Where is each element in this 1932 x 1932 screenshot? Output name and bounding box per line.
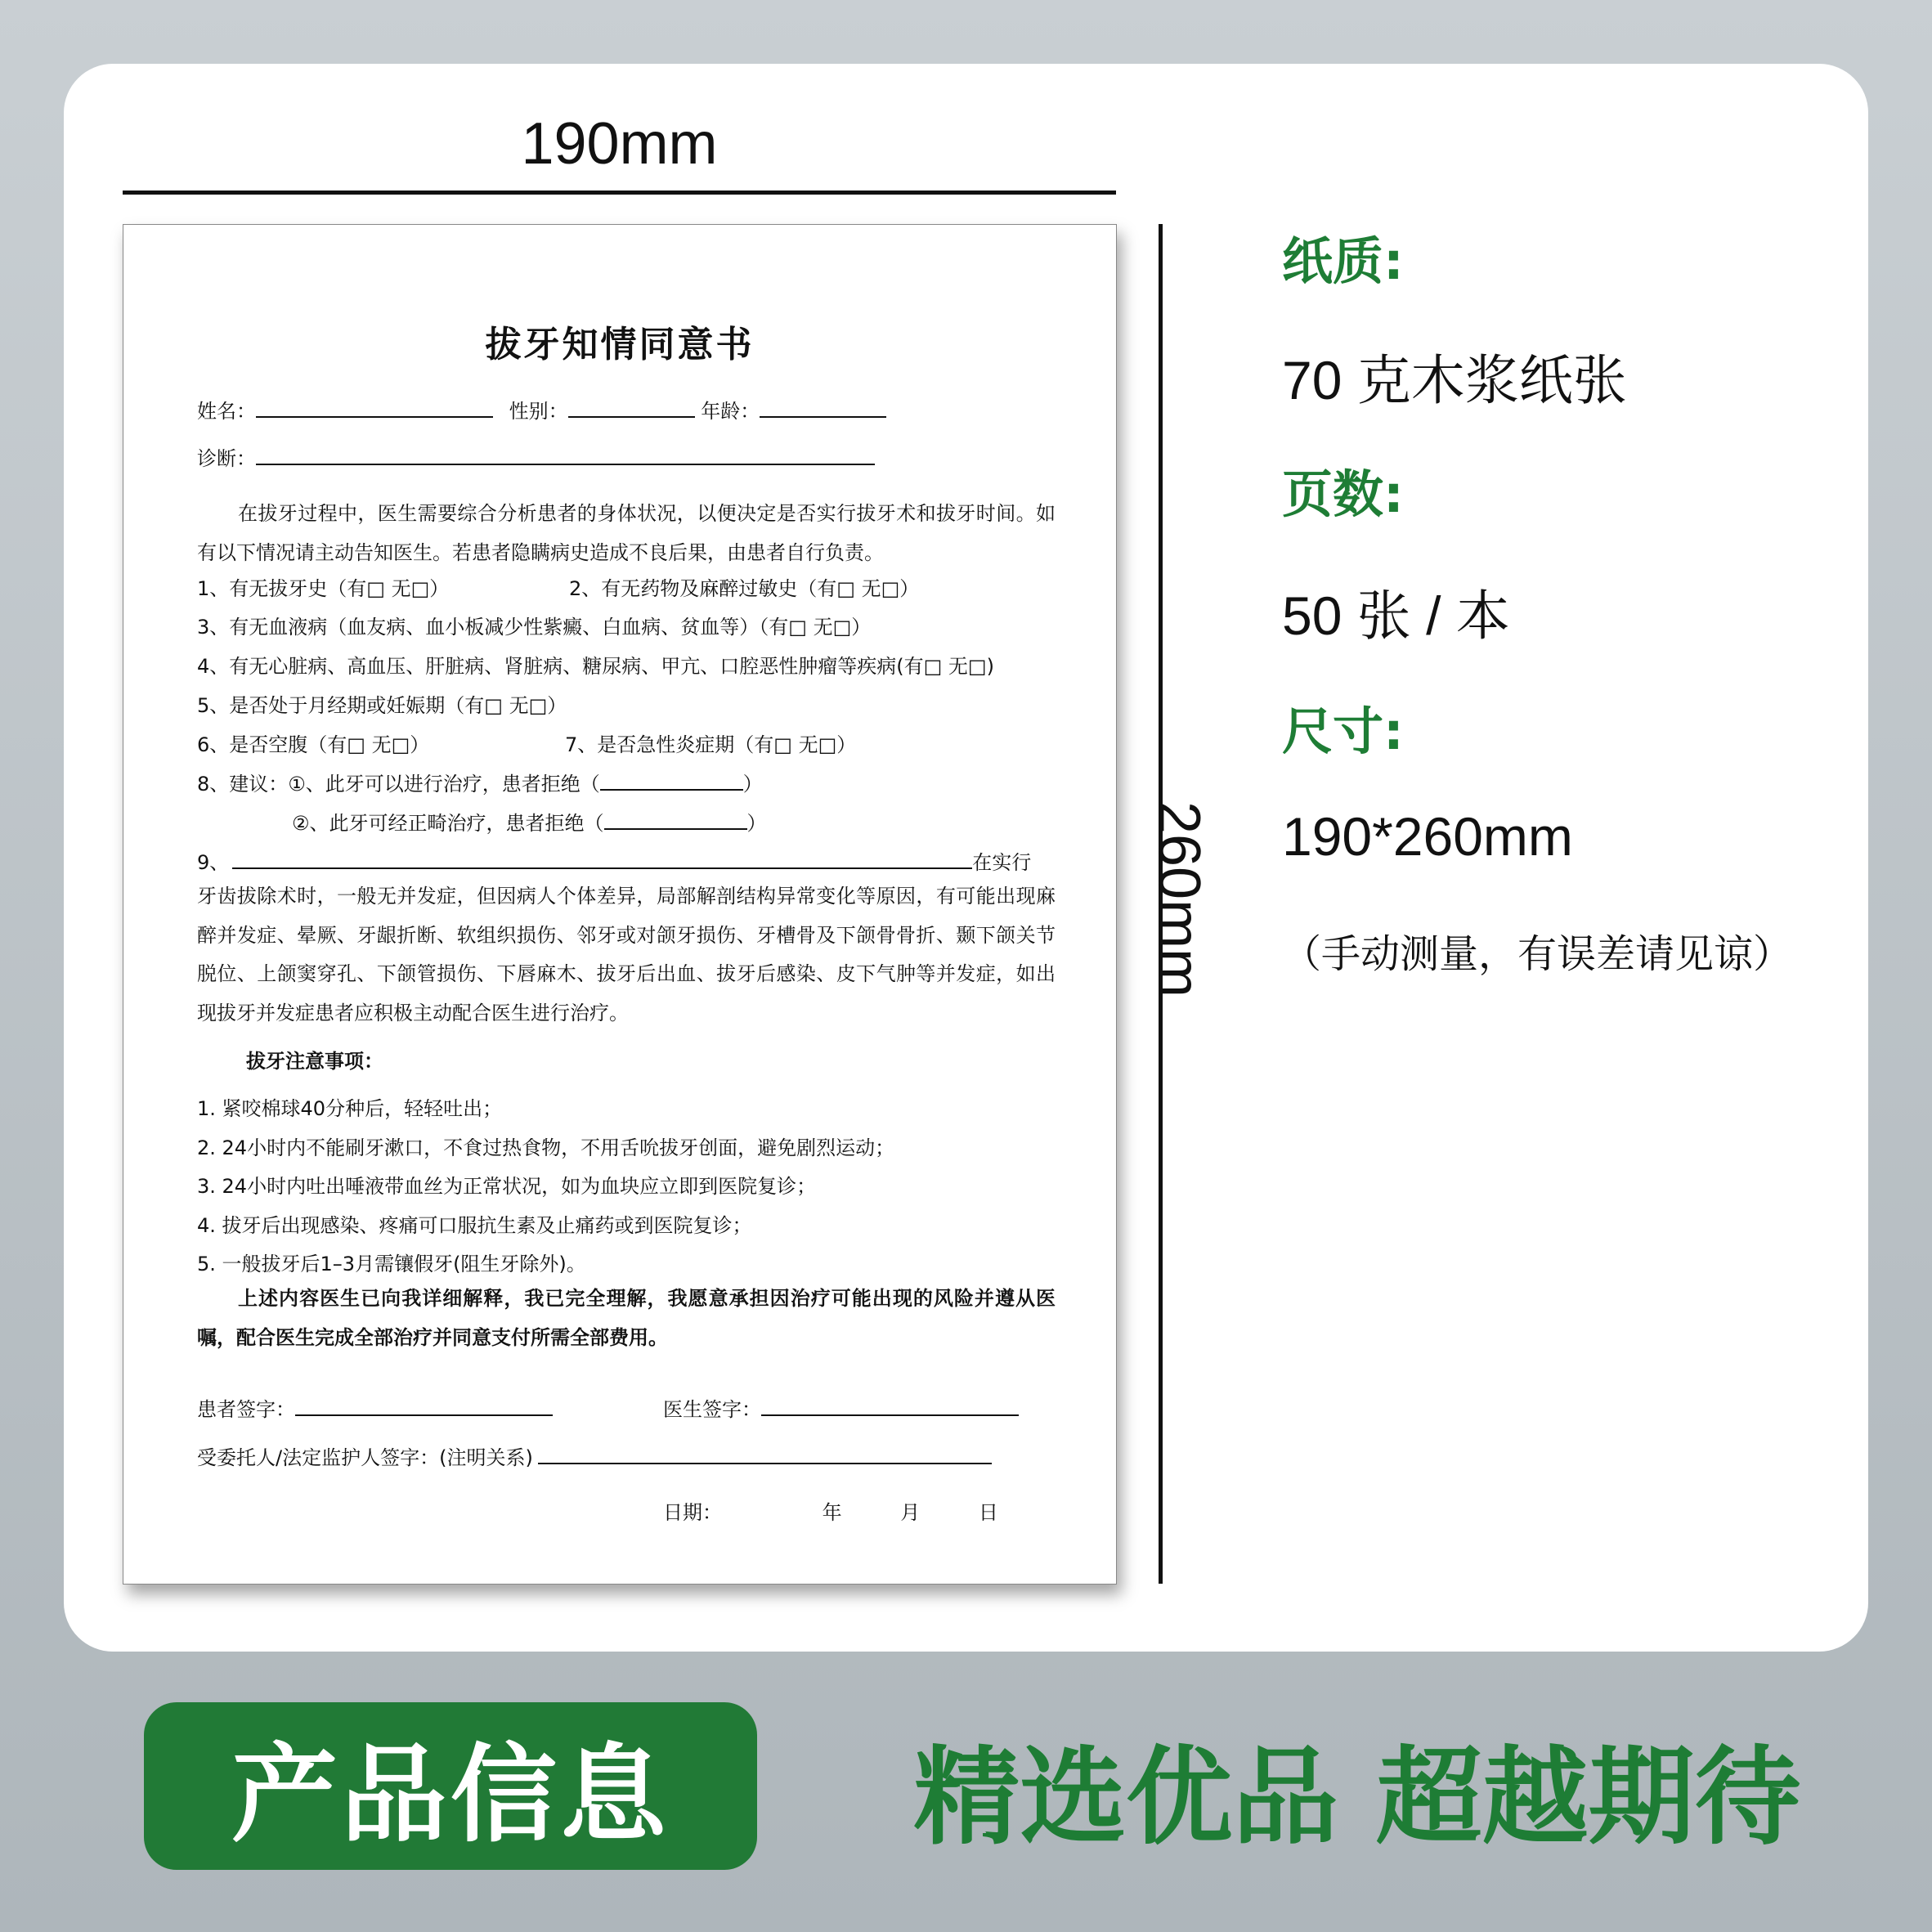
gender-blank (568, 398, 695, 418)
age-blank (760, 398, 886, 418)
page-count-value: 50 张 / 本 (1282, 585, 1510, 646)
age-label: 年龄： (701, 400, 760, 423)
risk-paragraph: 牙齿拔除术时，一般无并发症，但因病人个体差异，局部解剖结构异常变化等原因，有可能出现麻醉并发症、晕厥、牙龈折断、软组织损伤、邻牙或对颌牙损伤、牙槽骨及下颌骨骨折、颞下颌关节脱位、上颌窦穿孔、下颌管损伤、下唇麻木、拔牙后出血、拔牙后感染、皮下气肿等并发症，如出现拔牙并发症患者应积极主动配合医生进行治疗。 (197, 885, 1056, 1024)
patient-signature (197, 1396, 553, 1422)
size-heading: 尺寸: (1282, 702, 1404, 761)
q9-suffix: 在实行 (972, 851, 1032, 874)
intro-paragraph: 在拔牙过程中，医生需要综合分析患者的身体状况，以便决定是否实行拔牙术和拔牙时间。如有以下情况请主动告知医生。若患者隐瞒病史造成不良后果，由患者自行负责。 (197, 502, 1056, 564)
name-blank (256, 398, 493, 418)
notes-title: 拔牙注意事项： (246, 1050, 383, 1073)
q8-option-1-blank (600, 771, 743, 791)
consent-statement: 上述内容医生已向我详细解释，我已完全理解，我愿意承担因治疗可能出现的风险并遵从医嘱，配合医生完成全部治疗并同意支付所需全部费用。 (197, 1287, 1056, 1349)
q8-option-2-close: ） (746, 812, 767, 835)
note-item-2: 2. 24小时内不能刷牙漱口，不食过热食物，不用舌吮拔牙创面，避免剧烈运动； (197, 1136, 895, 1159)
doctor-signature-blank (761, 1396, 1019, 1416)
paper-quality-value: 70 克木浆纸张 (1282, 350, 1627, 410)
note-item-3: 3. 24小时内吐出唾液带血丝为正常状况，如为血块应立即到医院复诊； (197, 1175, 817, 1198)
product-info-badge: 产品信息 (144, 1702, 757, 1870)
patient-info-row (197, 398, 886, 424)
consent-form-sheet (123, 224, 1117, 1585)
diagnosis-label: 诊断： (197, 447, 256, 470)
height-dimension-label (1146, 800, 1212, 998)
width-dimension-label: 190mm (521, 111, 718, 177)
name-label: 姓名： (197, 400, 256, 423)
doctor-signature (663, 1396, 1019, 1422)
note-item-4: 4. 拔牙后出现感染、疼痛可口服抗生素及止痛药或到医院复诊； (197, 1214, 752, 1237)
size-note: （手动测量，有误差请见谅） (1282, 931, 1793, 977)
question-2: 2、有无药物及麻醉过敏史（有□ 无□） (569, 577, 920, 600)
guardian-signature-label: 受委托人/法定监护人签字：(注明关系) (197, 1446, 533, 1469)
patient-signature-blank (295, 1396, 553, 1416)
q8-option-1-text: 8、建议：①、此牙可以进行治疗，患者拒绝（ (197, 773, 600, 796)
question-6: 6、是否空腹（有□ 无□） (197, 733, 430, 756)
date-row (663, 1500, 998, 1525)
q9-prefix: 9、 (197, 851, 230, 874)
date-day: 日 (978, 1501, 998, 1524)
width-dimension-line (123, 191, 1116, 195)
page-count-heading: 页数: (1282, 464, 1404, 524)
question-1: 1、有无拔牙史（有□ 无□） (197, 577, 450, 600)
diagnosis-row (197, 446, 875, 471)
q9-blank (232, 849, 972, 869)
note-item-1: 1. 紧咬棉球40分种后，轻轻吐出； (197, 1097, 503, 1120)
question-5: 5、是否处于月经期或妊娠期（有□ 无□） (197, 694, 567, 717)
paper-quality-heading: 纸质: (1282, 231, 1404, 291)
question-4: 4、有无心脏病、高血压、肝脏病、肾脏病、糖尿病、甲亢、口腔恶性肿瘤等疾病(有□ 无□) (197, 655, 994, 678)
q8-option-1-close: ） (742, 773, 763, 796)
guardian-signature-blank (538, 1445, 992, 1464)
question-8-option-2 (292, 810, 767, 836)
slogan: 精选优品 超越期待 (913, 1734, 1801, 1859)
diagnosis-blank (256, 446, 875, 465)
gender-label: 性别： (509, 400, 568, 423)
date-month: 月 (900, 1501, 921, 1524)
guardian-signature (197, 1445, 992, 1470)
size-value: 190*260mm (1282, 806, 1573, 867)
note-item-5: 5. 一般拔牙后1–3月需镶假牙(阻生牙除外)。 (197, 1253, 586, 1275)
question-9 (197, 849, 1031, 875)
question-3: 3、有无血液病（血友病、血小板减少性紫癜、白血病、贫血等）（有□ 无□） (197, 616, 872, 639)
q8-option-2-blank (604, 810, 747, 830)
question-8-option-1 (197, 771, 763, 796)
q8-option-2-text: ②、此牙可经正畸治疗，患者拒绝（ (292, 812, 604, 835)
patient-signature-label: 患者签字： (197, 1398, 295, 1421)
date-label: 日期： (663, 1501, 722, 1524)
doctor-signature-label: 医生签字： (663, 1398, 761, 1421)
question-7: 7、是否急性炎症期（有□ 无□） (565, 733, 857, 756)
height-dimension-text: 260mm (1146, 800, 1212, 998)
form-title: 拔牙知情同意书 (485, 324, 755, 365)
date-year: 年 (822, 1501, 842, 1524)
